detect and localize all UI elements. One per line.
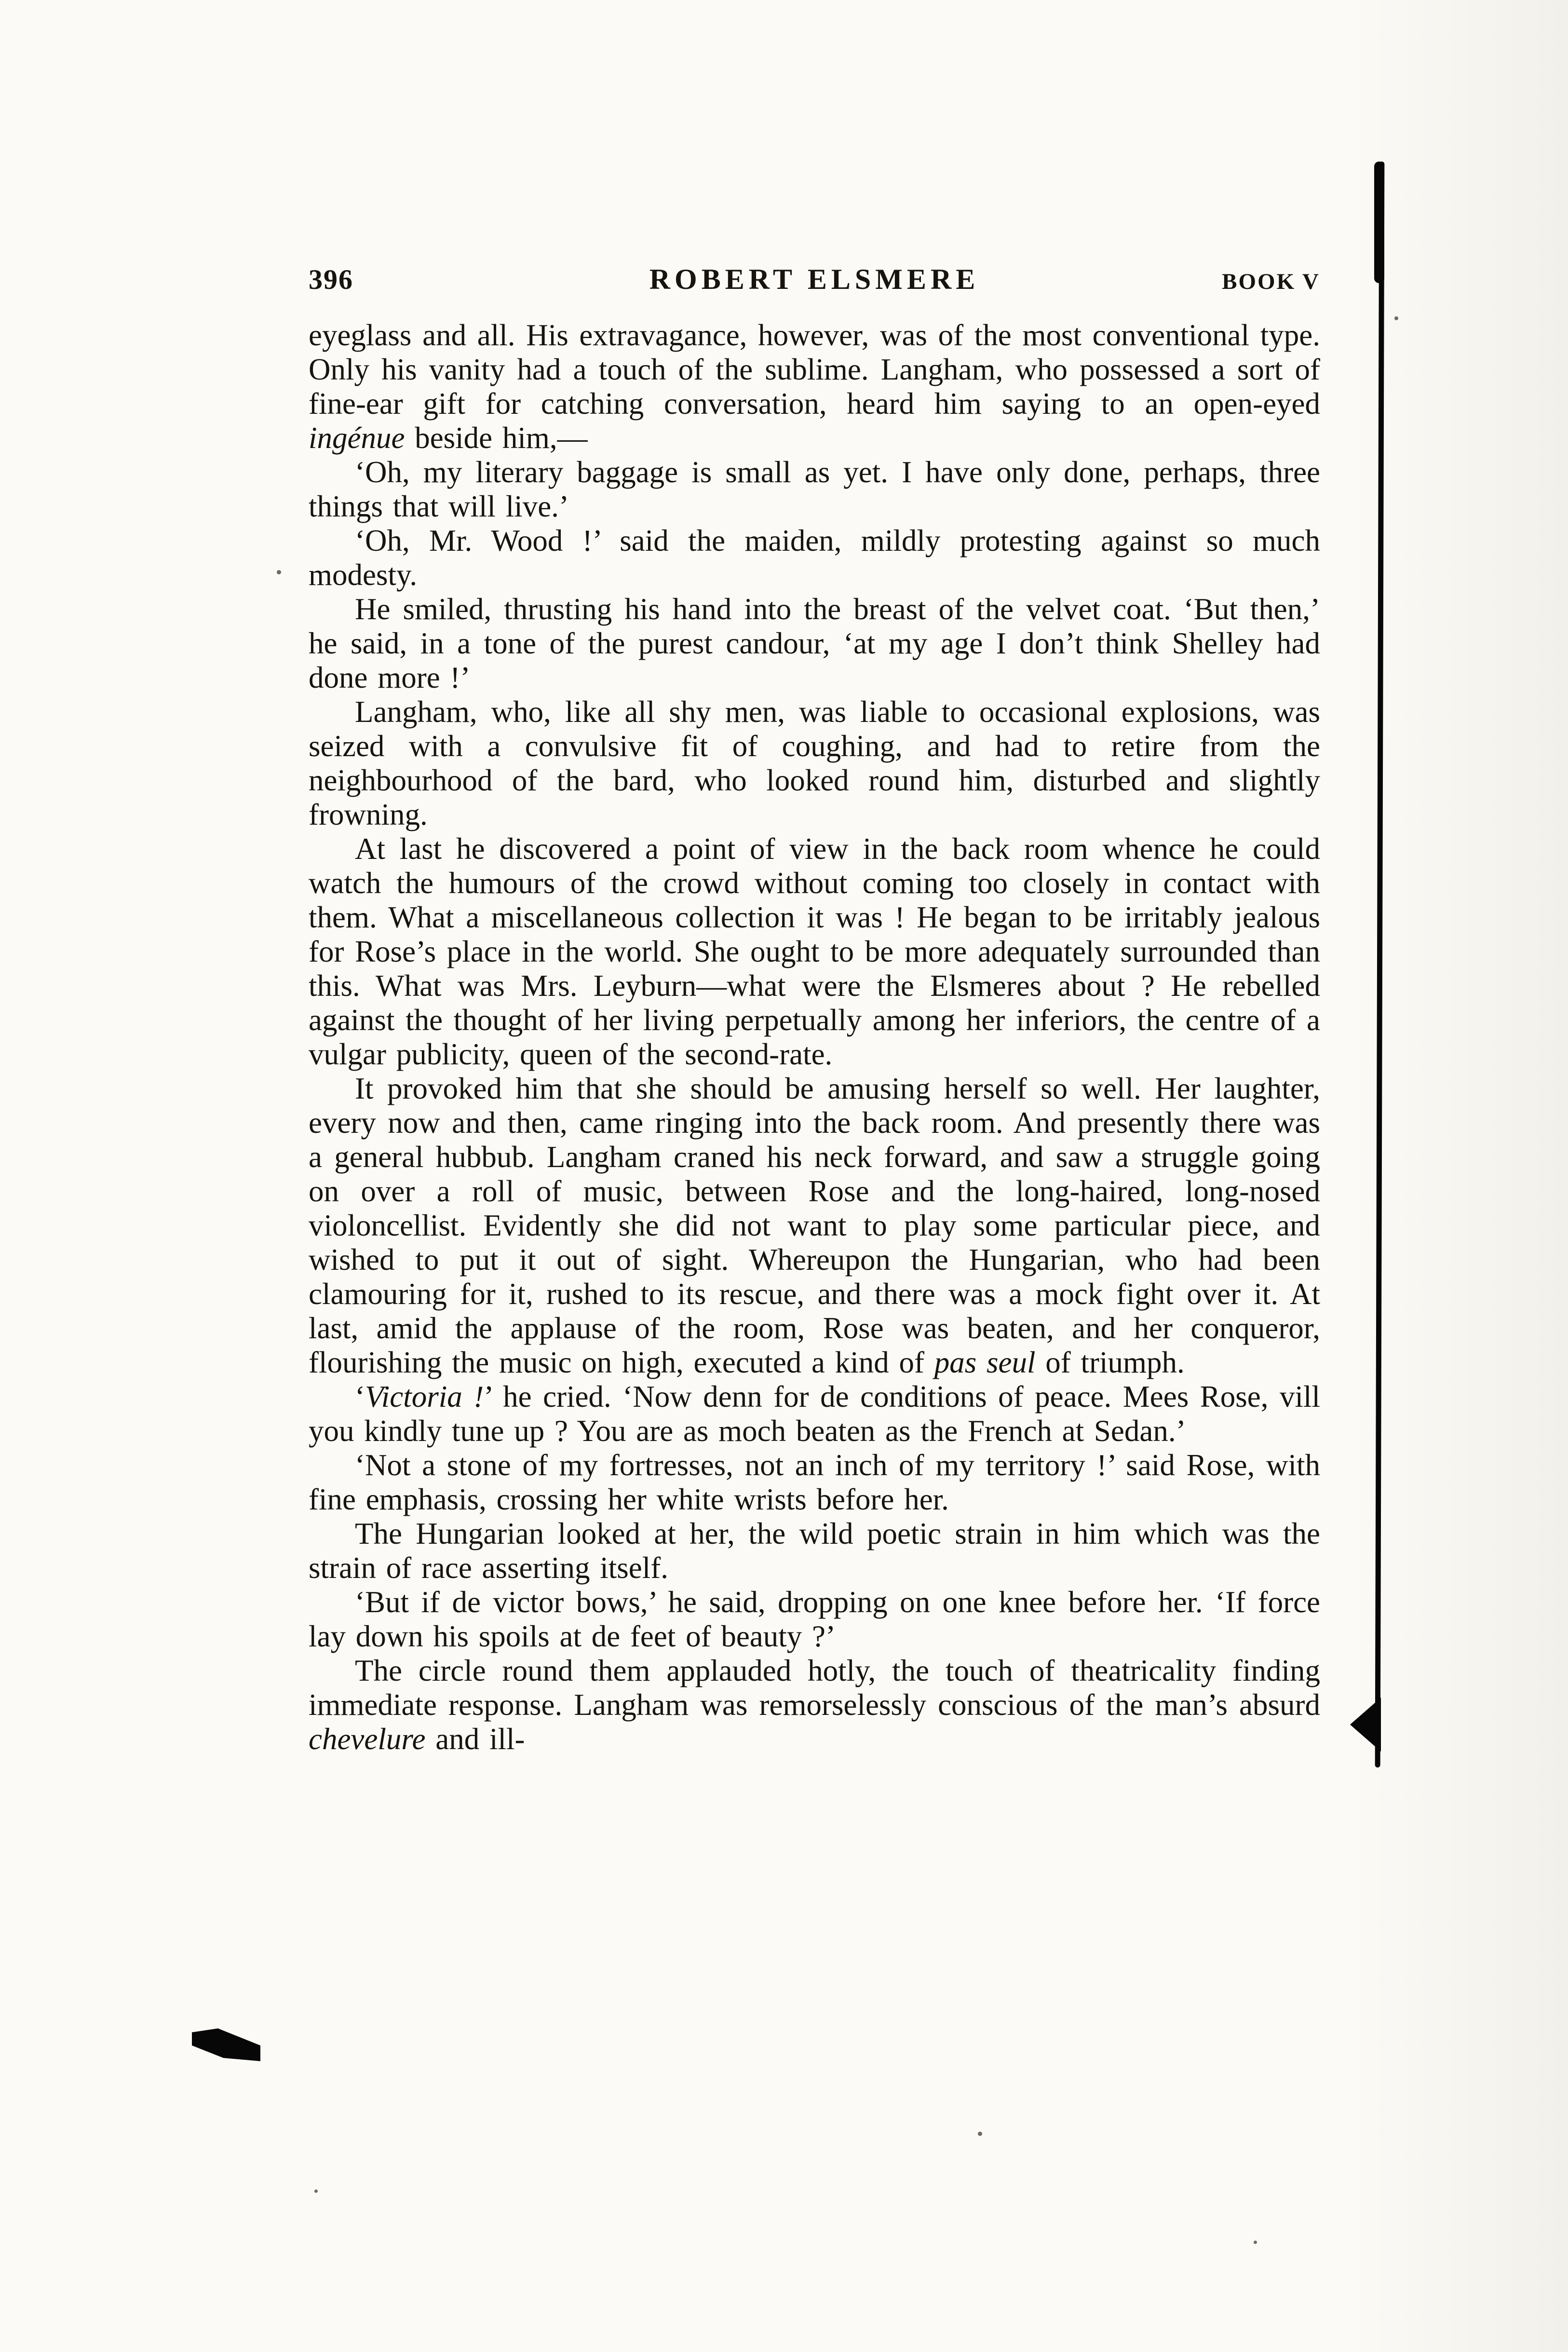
paragraph-10 [309,1517,1320,1585]
paragraph-1 [309,318,1320,455]
text-run: ’ he cried. ‘Now denn for de conditions of peace. Mees Rose, vill you kindly tune up ? You are as moch beaten as the French at Sedan.’ [309,1380,1320,1448]
text-run: and ill- [425,1722,525,1756]
text-run: It provoked him that she should be amusing herself so well. Her laughter, every now and then, came ringing into the back room. And presently there was a general hubbub. Langham craned his neck forward, and saw a struggle going on over a roll of music, between Rose and the long-haired, long-nosed violoncellist. Evidently she did not want to play some particular piece, and wished to put it out of sight. Whereupon the Hungarian, who had been clamouring for it, rushed to its rescue, and there was a mock fight over it. At last, amid the applause of the room, Rose was beaten, and her conqueror, flourishing the music on high, executed a kind of [309,1072,1320,1379]
scan-artifact-ink-blot [192,2028,260,2061]
text-run: ‘Not a stone of my fortresses, not an inch of my territory !’ said Rose, with fine emphasis, crossing her white wrists before her. [309,1448,1320,1516]
italic-text: pas seul [934,1346,1036,1379]
italic-text: Victoria ! [365,1380,484,1414]
text-run: The Hungarian looked at her, the wild poetic strain in him which was the strain of race asserting itself. [309,1517,1320,1585]
paragraph-2 [309,455,1320,524]
paragraph-11 [309,1585,1320,1654]
paragraph-4 [309,592,1320,695]
page-number: 396 [309,264,353,295]
italic-text: chevelure [309,1722,426,1756]
paragraph-8 [309,1380,1320,1448]
text-run: At last he discovered a point of view in the back room whence he could watch the humours of the crowd without coming too closely in contact with them. What a miscellaneous collection it was ! He began to be irritably jealous for Rose’s place in the world. She ought to be more adequately surrounded than this. What was Mrs. Leyburn—what were the Elsmeres about ? He rebelled against the thought of her living perpetually among her inferiors, the centre of a vulgar publicity, queen of the second-rate. [309,832,1320,1071]
page-text [309,318,1320,1756]
speck [314,2189,318,2193]
text-run: of triumph. [1035,1346,1185,1379]
text-column [309,263,1320,1756]
book-label: BOOK V [1222,269,1320,294]
text-run: The circle round them applauded hotly, the touch of theatricality finding immediate response. Langham was remorselessly conscious of the man’s absurd [309,1654,1320,1722]
italic-text: ingénue [309,421,405,455]
paragraph-6 [309,832,1320,1072]
speck [277,570,281,574]
paragraph-7 [309,1072,1320,1380]
page-header [309,263,1320,296]
text-run: eyeglass and all. His extravagance, however, was of the most conventional type. Only his vanity had a touch of the sublime. Langham, who possessed a sort of fine-ear gift for catching conversation, heard him saying to an open-eyed [309,318,1320,421]
scan-artifact-binding-line-cap [1374,162,1384,283]
paragraph-5 [309,695,1320,832]
scan-artifact-binding-line [1375,162,1385,1767]
scan-artifact-arrow-mark [1350,1698,1381,1752]
text-run: He smiled, thrusting his hand into the breast of the velvet coat. ‘But then,’ he said, in a tone of the purest candour, ‘at my age I don’t think Shelley had done more !’ [309,592,1320,694]
text-run: ‘Oh, my literary baggage is small as yet. I have only done, perhaps, three things that will live.’ [309,455,1320,523]
paragraph-12 [309,1654,1320,1756]
text-run: ‘ [355,1380,365,1414]
paragraph-3 [309,524,1320,592]
text-run: Langham, who, like all shy men, was liable to occasional explosions, was seized with a convulsive fit of coughing, and had to retire from the neighbourhood of the bard, who looked round him, disturbed and slightly frowning. [309,695,1320,831]
text-run: ‘But if de victor bows,’ he said, dropping on one knee before her. ‘If force lay down his spoils at de feet of beauty ?’ [309,1585,1320,1653]
text-run: beside him,— [405,421,588,455]
running-title: ROBERT ELSMERE [649,263,980,295]
text-run: ‘Oh, Mr. Wood !’ said the maiden, mildly protesting against so much modesty. [309,524,1320,592]
speck [1394,316,1398,320]
speck [1254,2241,1257,2244]
speck [978,2132,982,2136]
paragraph-9 [309,1448,1320,1517]
